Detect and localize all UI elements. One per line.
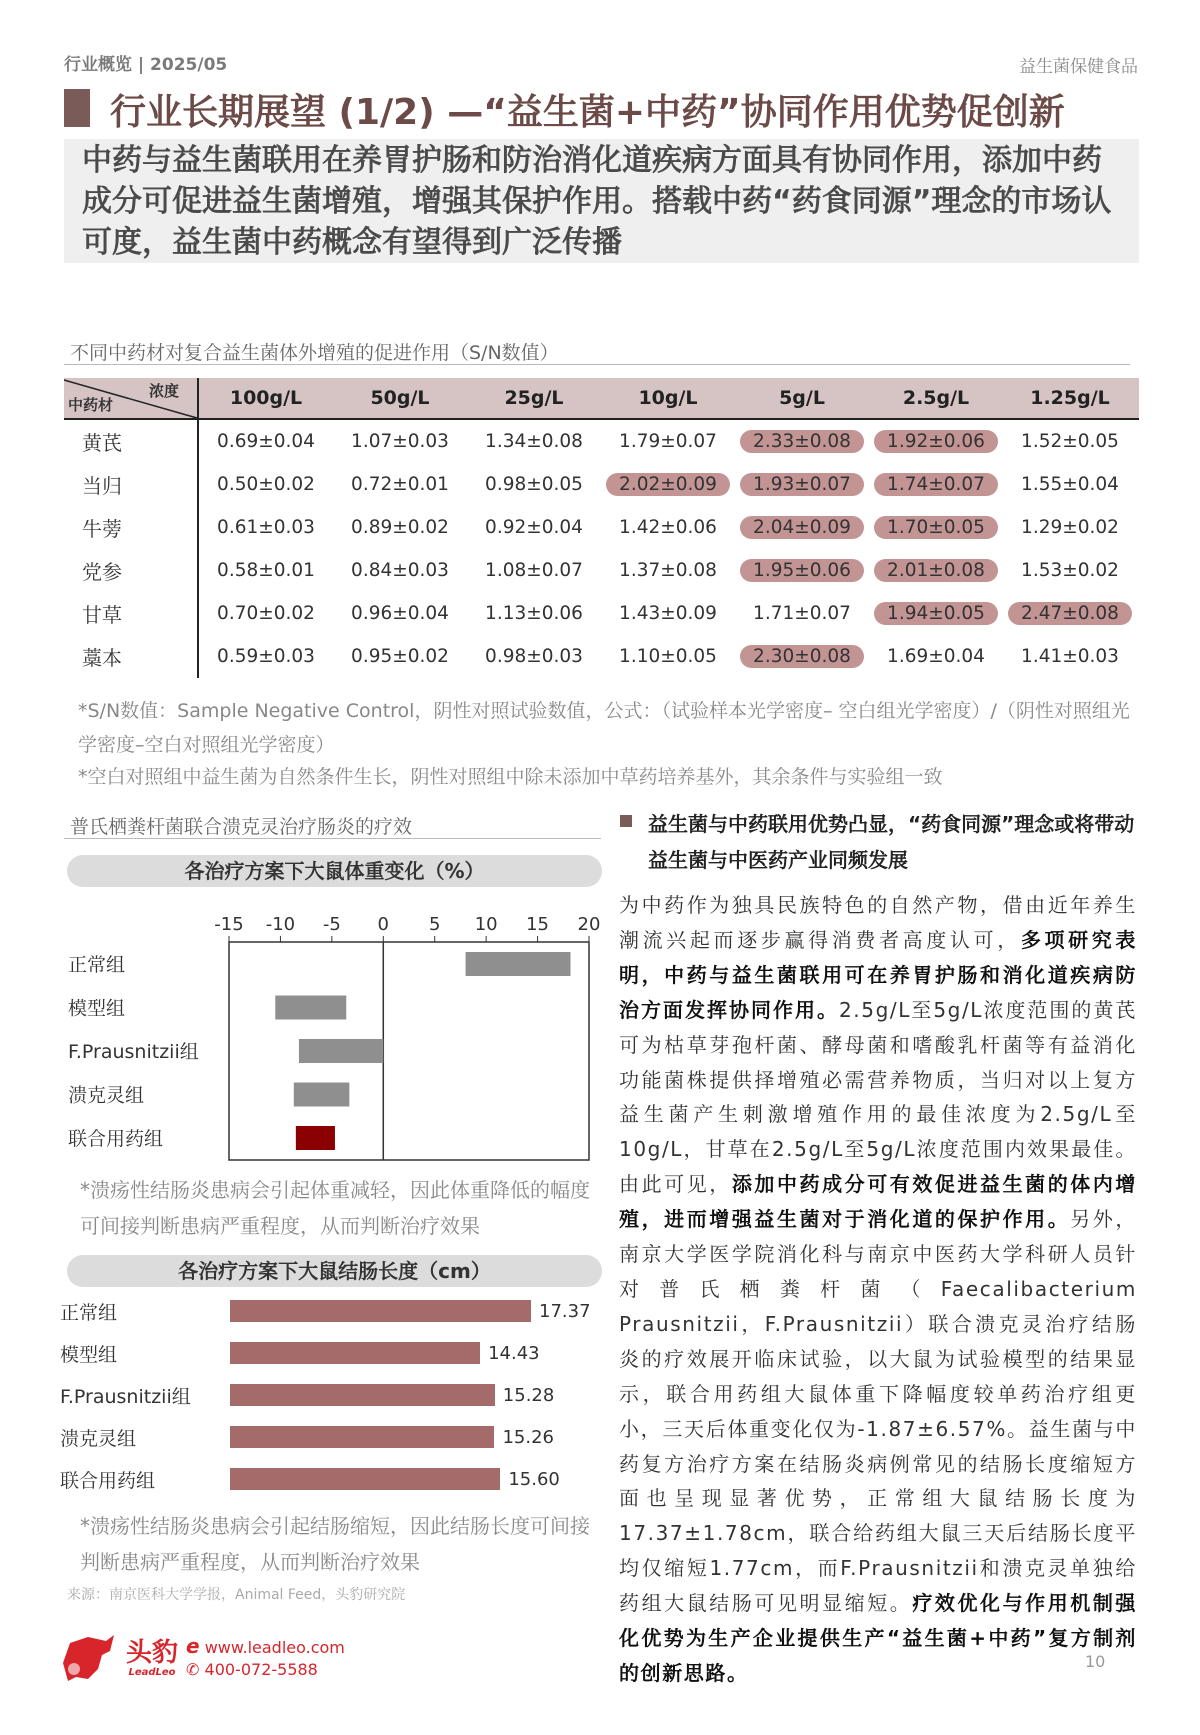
highlighted-value: 2.30±0.08 <box>740 645 864 668</box>
bar-row <box>60 1332 605 1374</box>
column-header: 1.25g/L <box>1030 387 1110 409</box>
cell-value: 1.10±0.05 <box>619 646 717 667</box>
column-header: 100g/L <box>229 387 303 409</box>
bar <box>230 1468 500 1490</box>
divider <box>64 838 601 839</box>
bar-value-label: 15.26 <box>502 1426 554 1448</box>
table-cell <box>869 516 1003 539</box>
table-cell <box>601 603 735 624</box>
table-title: 不同中药材对复合益生菌体外增殖的促进作用（S/N数值） <box>70 342 559 364</box>
table-row <box>64 463 1139 506</box>
x-tick-label: 0 <box>377 914 390 935</box>
table-cell <box>601 431 735 452</box>
highlighted-value: 1.93±0.07 <box>740 473 864 496</box>
table-row <box>64 592 1139 635</box>
bar-value-label: 15.28 <box>502 1384 555 1406</box>
cell-value: 1.37±0.08 <box>619 560 717 581</box>
table-cell <box>869 646 1003 667</box>
table-row <box>64 420 1139 463</box>
category-label: 模型组 <box>60 1343 118 1366</box>
table-cell <box>869 430 1003 453</box>
weight-change-chart <box>60 900 605 1180</box>
cell-value: 0.89±0.02 <box>351 517 449 538</box>
category-label: 正常组 <box>68 954 126 976</box>
table-cell <box>1003 431 1137 452</box>
table-row <box>64 549 1139 592</box>
table-cell <box>601 517 735 538</box>
cell-value: 1.53±0.02 <box>1021 560 1119 581</box>
table-cell <box>1003 474 1137 495</box>
table-row <box>64 635 1139 678</box>
bar-value-label: 14.43 <box>488 1342 540 1364</box>
category-label: 正常组 <box>60 1301 118 1324</box>
column-header: 50g/L <box>370 387 430 409</box>
body-text: 另外，南京大学医学院消化科与南京中医药大学科研人员针对普氏栖粪杆菌（Faecalibacterium Prausnitzii，F.Prausnitzii）联合溃克灵治疗结肠炎的疗效展开临床试验，以大鼠为试验模型的结果显示，联合用药组大鼠体重下降幅度较单药治疗组更小，三天后体重变化仅为-1.87±6.57%。益生菌与中药复方治疗方案在结肠炎病例常见的结肠长度缩短方面也呈现显著优势，正常组大鼠结肠长度为17.37±1.78cm，联合给药组大鼠三天后结肠长度平均仅缩短1.77cm，而F.Prausnitzii和溃克灵单独给药组大鼠结肠可见明显缩短。 <box>619 1207 1137 1616</box>
body-paragraph <box>619 888 1137 1691</box>
category-label: 溃克灵组 <box>68 1084 145 1107</box>
highlighted-value: 1.74±0.07 <box>874 473 998 496</box>
table-cell <box>199 646 333 667</box>
phone-text: 400-072-5588 <box>204 1660 318 1679</box>
highlighted-value: 2.02±0.09 <box>606 473 730 496</box>
cell-value: 1.71±0.07 <box>753 603 851 624</box>
highlighted-value: 1.95±0.06 <box>740 559 864 582</box>
cell-value: 0.96±0.04 <box>351 603 449 624</box>
cell-value: 0.98±0.05 <box>485 474 583 495</box>
body-text: 2.5g/L至5g/L浓度范围的黄芪可为枯草芽孢杆菌、酵母菌和嗜酸乳杆菌等有益消化功能菌株提供择增殖必需营养物质，当归对以上复方益生菌产生刺激增殖作用的最佳浓度为2.5g/L至10g/L，甘草在2.5g/L至5g/L浓度范围内效果最佳。由此可见， <box>619 997 1138 1197</box>
category-label: F.Prausnitzii组 <box>68 1041 199 1063</box>
x-tick-label: 15 <box>526 914 550 935</box>
page-title: 行业长期展望 (1/2) —“益生菌+中药”协同作用优势促创新 <box>110 92 1065 133</box>
x-tick-label: -10 <box>265 914 296 935</box>
category-label: 联合用药组 <box>68 1128 164 1150</box>
table-cell <box>467 474 601 495</box>
table-cell <box>1003 602 1137 625</box>
table-cell <box>199 560 333 581</box>
table-cell <box>735 645 869 668</box>
table-cell <box>869 602 1003 625</box>
table-cell <box>869 473 1003 496</box>
herb-name: 黄芪 <box>64 420 199 463</box>
table-cell <box>199 603 333 624</box>
table-cell <box>333 646 467 667</box>
brand-name-en: LeadLeo <box>128 1666 176 1678</box>
cell-value: 0.59±0.03 <box>217 646 315 667</box>
bar <box>230 1300 531 1322</box>
cell-value: 1.07±0.03 <box>351 431 449 452</box>
left-section-title: 普氏栖粪杆菌联合溃克灵治疗肠炎的疗效 <box>70 816 413 838</box>
table-row <box>64 506 1139 549</box>
category-label: 模型组 <box>68 997 126 1020</box>
bar-row <box>60 1416 605 1458</box>
table-header-row <box>64 378 1139 420</box>
herb-name: 当归 <box>64 463 199 506</box>
body-text: 为中药作为独具民族特色的自然产物，借由近年养生潮流兴起而逐步赢得消费者高度认可， <box>619 893 1137 952</box>
cell-value: 1.43±0.09 <box>619 603 717 624</box>
summary-box: 中药与益生菌联用在养胃护肠和防治消化道疾病方面具有协同作用，添加中药成分可促进益生菌增殖，增强其保护作用。搭载中药“药食同源”理念的市场认可度，益生菌中药概念有望得到广泛传播 <box>64 139 1139 263</box>
cell-value: 1.79±0.07 <box>619 431 717 452</box>
bar-row <box>60 1290 605 1332</box>
herb-name: 党参 <box>64 549 199 592</box>
cell-value: 0.92±0.04 <box>485 517 583 538</box>
table-cell <box>735 603 869 624</box>
cell-value: 1.29±0.02 <box>1021 517 1119 538</box>
table-cell <box>1003 517 1137 538</box>
table-cell <box>735 516 869 539</box>
bar <box>230 1426 494 1448</box>
corner-bottom-label: 中药材 <box>68 396 114 414</box>
herb-name: 藁本 <box>64 635 199 678</box>
table-cell <box>333 560 467 581</box>
herb-name: 甘草 <box>64 592 199 635</box>
range-bar <box>296 1126 335 1150</box>
table-cell <box>1003 560 1137 581</box>
column-header: 25g/L <box>504 387 564 409</box>
table-cell <box>333 431 467 452</box>
header-category: 益生菌保健食品 <box>1019 57 1138 77</box>
corner-top-label: 浓度 <box>148 382 179 400</box>
phone-number <box>186 1659 345 1681</box>
table-cell <box>601 560 735 581</box>
highlighted-value: 1.94±0.05 <box>874 602 998 625</box>
right-heading: 益生菌与中药联用优势凸显，“药食同源”理念或将带动益生菌与中医药产业同频发展 <box>648 812 1135 872</box>
highlighted-value: 2.47±0.08 <box>1008 602 1132 625</box>
bar-value-label: 17.37 <box>539 1300 591 1322</box>
sn-table <box>64 378 1139 678</box>
cell-value: 1.55±0.04 <box>1021 474 1119 495</box>
cell-value: 1.41±0.03 <box>1021 646 1119 667</box>
cell-value: 1.34±0.08 <box>485 431 583 452</box>
table-cell <box>1003 646 1137 667</box>
table-note-control: *空白对照组中益生菌为自然条件生长，阴性对照组中除未添加中草药培养基外，其余条件与实验组一致 <box>78 766 943 788</box>
cell-value: 0.50±0.02 <box>217 474 315 495</box>
x-tick-label: 5 <box>428 914 441 935</box>
x-tick-label: 20 <box>577 914 601 935</box>
cell-value: 1.69±0.04 <box>887 646 985 667</box>
table-cell <box>601 473 735 496</box>
brand-name: 头豹 <box>126 1637 179 1668</box>
website-text: www.leadleo.com <box>204 1638 345 1657</box>
cell-value: 0.61±0.03 <box>217 517 315 538</box>
highlighted-value: 1.92±0.06 <box>874 430 998 453</box>
table-cell <box>467 646 601 667</box>
range-bar <box>275 996 346 1020</box>
cell-value: 0.72±0.01 <box>351 474 449 495</box>
category-label: 联合用药组 <box>60 1469 156 1492</box>
table-cell <box>735 430 869 453</box>
category-label: F.Prausnitzii组 <box>60 1385 191 1408</box>
cell-value: 1.42±0.06 <box>619 517 717 538</box>
table-cell <box>333 603 467 624</box>
table-cell <box>199 431 333 452</box>
cell-value: 0.98±0.03 <box>485 646 583 667</box>
table-cell <box>199 474 333 495</box>
cell-value: 0.58±0.01 <box>217 560 315 581</box>
emphasis-text: 多项研究表明，中药与益生菌联用可在养胃护肠和消化道疾病防治方面发挥协同作用。 <box>619 927 1138 1022</box>
leopard-logo-icon <box>58 1633 118 1683</box>
header-section-date: 行业概览 | 2025/05 <box>64 55 228 75</box>
cell-value: 0.70±0.02 <box>217 603 315 624</box>
table-cell <box>735 473 869 496</box>
bullet-square-icon <box>620 815 632 827</box>
table-cell <box>869 559 1003 582</box>
range-bar <box>299 1039 383 1063</box>
cell-value: 1.08±0.07 <box>485 560 583 581</box>
chart1-title: 各治疗方案下大鼠体重变化（%） <box>67 855 602 887</box>
table-cell <box>467 431 601 452</box>
bar <box>230 1384 495 1406</box>
table-corner-cell <box>64 378 199 418</box>
x-tick-label: -15 <box>214 914 244 935</box>
bar-value-label: 15.60 <box>508 1468 560 1490</box>
cell-value: 1.13±0.06 <box>485 603 583 624</box>
bar-row <box>60 1458 605 1500</box>
title-accent-bar <box>64 89 90 127</box>
table-cell <box>467 517 601 538</box>
cell-value: 0.95±0.02 <box>351 646 449 667</box>
table-cell <box>467 603 601 624</box>
emphasis-text: 疗效优化与作用机制强化优势为生产企业提供生产“益生菌+中药”复方制剂的创新思路。 <box>619 1591 1137 1685</box>
table-cell <box>333 517 467 538</box>
website-link[interactable] <box>186 1635 345 1659</box>
cell-value: 0.69±0.04 <box>217 431 315 452</box>
herb-name: 牛蒡 <box>64 506 199 549</box>
table-note-formula: *S/N数值：Sample Negative Control，阴性对照试验数值，公式：（试验样本光学密度– 空白组光学密度）/（阴性对照组光学密度–空白对照组光学密度） <box>78 700 1130 756</box>
highlighted-value: 2.04±0.09 <box>740 516 864 539</box>
cell-value: 1.52±0.05 <box>1021 431 1119 452</box>
chart2-title: 各治疗方案下大鼠结肠长度（cm） <box>67 1255 602 1287</box>
divider <box>64 364 1130 365</box>
table-cell <box>199 517 333 538</box>
bar <box>230 1342 480 1364</box>
table-cell <box>735 559 869 582</box>
table-cell <box>467 560 601 581</box>
highlighted-value: 2.33±0.08 <box>740 430 864 453</box>
emphasis-text: 添加中药成分可有效促进益生菌的体内增殖，进而增强益生菌对于消化道的保护作用。 <box>619 1172 1137 1232</box>
source-note: 来源：南京医科大学学报，Animal Feed，头豹研究院 <box>67 1587 406 1603</box>
cell-value: 0.84±0.03 <box>351 560 449 581</box>
chart2-note: *溃疡性结肠炎患病会引起结肠缩短，因此结肠长度可间接判断患病严重程度，从而判断治疗效果 <box>80 1514 590 1574</box>
column-header: 5g/L <box>779 387 825 409</box>
table-cell <box>333 474 467 495</box>
x-tick-label: -5 <box>322 914 341 935</box>
column-header: 2.5g/L <box>902 387 970 409</box>
column-header: 10g/L <box>638 387 698 409</box>
table-cell <box>601 646 735 667</box>
range-bar <box>294 1083 350 1107</box>
category-label: 溃克灵组 <box>60 1427 137 1450</box>
highlighted-value: 1.70±0.05 <box>874 516 998 539</box>
x-tick-label: 10 <box>474 914 498 935</box>
colon-length-chart <box>60 1290 605 1500</box>
page-number: 10 <box>1085 1652 1106 1671</box>
phone-icon: ✆ <box>186 1660 200 1679</box>
leadleo-logo <box>58 1633 345 1683</box>
chart1-note: *溃疡性结肠炎患病会引起体重减轻，因此体重降低的幅度可间接判断患病严重程度，从而判断治疗效果 <box>80 1178 590 1238</box>
highlighted-value: 2.01±0.08 <box>874 559 998 582</box>
bar-row <box>60 1374 605 1416</box>
web-icon: e <box>186 1634 200 1658</box>
range-bar <box>466 952 571 976</box>
